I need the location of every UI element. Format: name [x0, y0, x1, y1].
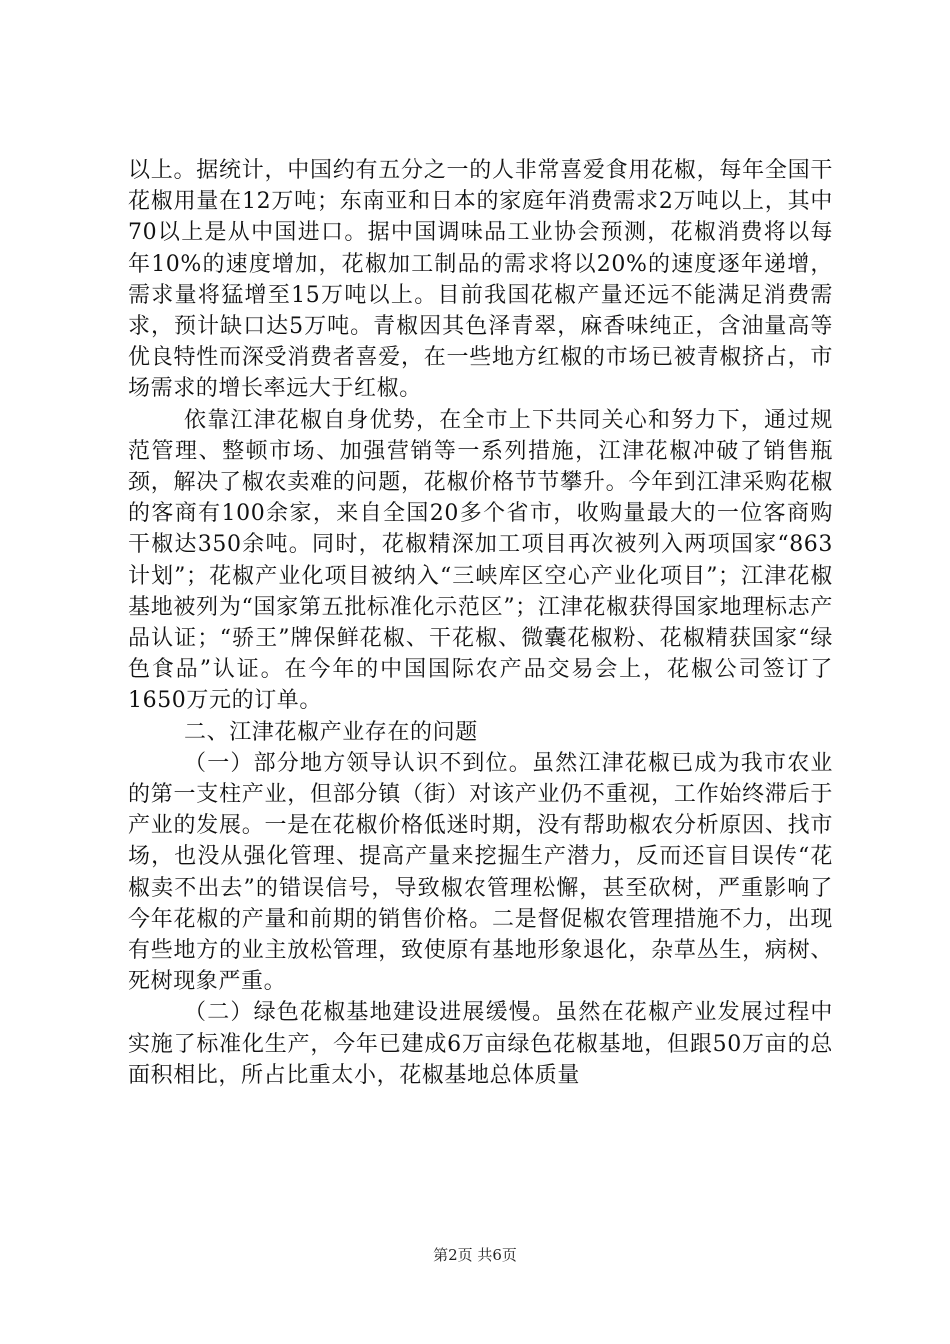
paragraph-market-demand: 以上。据统计，中国约有五分之一的人非常喜爱食用花椒，每年全国干花椒用量在12万吨；东南亚和日本的家庭年消费需求2万吨以上，其中70以上是从中国进口。据中国调味品工业协会预测，花椒消费将以每年10%的速度增加，花椒加工制品的需求将以20%的速度逐年递增，需求量将猛增至15万吨以上。目前我国花椒产量还远不能满足消费需求，预计缺口达5万吨。青椒因其色泽青翠，麻香味纯正，含油量高等优良特性而深受消费者喜爱，在一些地方红椒的市场已被青椒挤占，市场需求的增长率远大于红椒。	[128, 158, 833, 402]
paragraph-jiangjin-advantage: 依靠江津花椒自身优势，在全市上下共同关心和努力下，通过规范管理、整顿市场、加强营销等一系列措施，江津花椒冲破了销售瓶颈，解决了椒农卖难的问题，花椒价格节节攀升。今年到江津采购花椒的客商有100余家，来自全国20多个省市，收购量最大的一位客商购干椒达350余吨。同时，花椒精深加工项目再次被列入两项国家“863计划”；花椒产业化项目被纳入“三峡库区空心产业化项目”；江津花椒基地被列为“国家第五批标准化示范区”；江津花椒获得国家地理标志产品认证；“骄王”牌保鲜花椒、干花椒、微囊花椒粉、花椒精获国家“绿色食品”认证。在今年的中国国际农产品交易会上，花椒公司签订了1650万元的订单。	[128, 407, 833, 714]
paragraph-problem-green-base: （二）绿色花椒基地建设进展缓慢。虽然在花椒产业发展过程中实施了标准化生产，今年已建成6万亩绿色花椒基地，但跟50万亩的总面积相比，所占比重太小，花椒基地总体质量	[128, 1000, 833, 1088]
page-footer: 第2页 共6页	[433, 1246, 517, 1264]
section-heading-problems: 二、江津花椒产业存在的问题	[184, 719, 478, 745]
document-body	[128, 155, 833, 1091]
paragraph-problem-leadership: （一）部分地方领导认识不到位。虽然江津花椒已成为我市农业的第一支柱产业，但部分镇（街）对该产业仍不重视，工作始终滞后于产业的发展。一是在花椒价格低迷时期，没有帮助椒农分析原因、找市场，也没从强化管理、提高产量来挖掘生产潜力，反而还盲目误传“花椒卖不出去”的错误信号，导致椒农管理松懈，甚至砍树，严重影响了今年花椒的产量和前期的销售价格。二是督促椒农管理措施不力，出现有些地方的业主放松管理，致使原有基地形象退化，杂草丛生，病树、死树现象严重。	[128, 750, 833, 995]
